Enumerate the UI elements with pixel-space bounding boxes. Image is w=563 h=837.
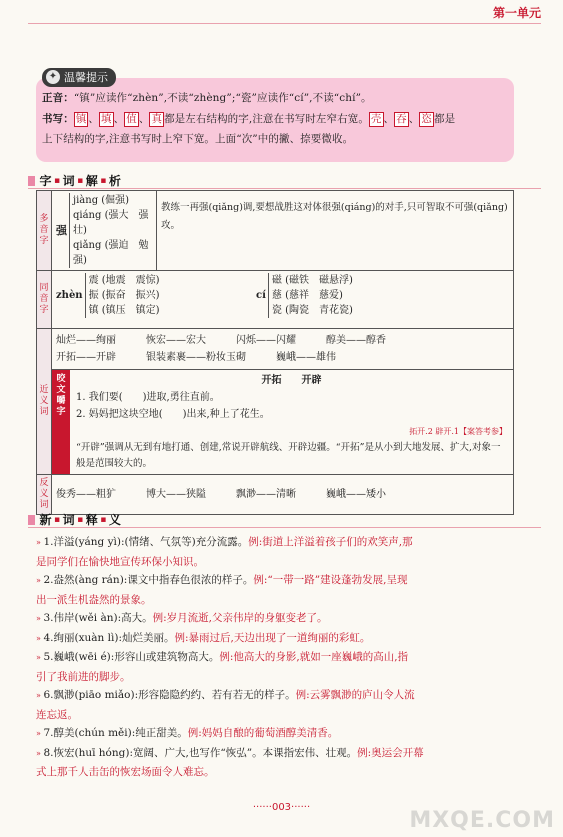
def-word: 盎然(àng rán) <box>53 574 124 586</box>
zhen-item: 振 (振奋 振兴) <box>88 290 160 301</box>
def-meaning: :形容山或建筑物高大。 <box>110 651 220 663</box>
arrow-icon: » <box>36 653 44 662</box>
zhengyin-line <box>42 90 372 107</box>
def-word: 绚丽(xuàn lì) <box>53 631 119 644</box>
def-number: 2. <box>43 574 54 586</box>
unit-title: 第一单元 <box>492 6 541 20</box>
section-bar-icon <box>28 515 35 525</box>
table-row <box>37 271 514 329</box>
shuxie-text2: 都是 <box>433 113 456 125</box>
ci-pinyin: cí <box>256 290 266 301</box>
qiang-char: 强 <box>56 224 67 237</box>
pair-title: 开拓 开辟 <box>261 375 322 386</box>
synonym-line: 灿烂——绚丽 恢宏——宏大 闪烁——闪耀 醇美——醇香 <box>56 335 386 346</box>
zhen-item: 震 (地震 震惊) <box>88 275 160 286</box>
def-word: 醇美(chún měi) <box>53 727 132 739</box>
definition-list <box>36 533 514 782</box>
tips-box <box>36 71 514 162</box>
qiang-item: qiǎng (强迫 勉强) <box>73 240 149 266</box>
section-rule <box>28 188 541 189</box>
qiang-cell <box>52 191 157 271</box>
def-number: 1. <box>43 536 54 548</box>
ci-item: 慈 (慈祥 慈爱) <box>271 290 343 301</box>
word-analysis-table <box>36 190 514 515</box>
synonym-line: 开拓——开辟 银装素裹——粉妆玉砌 巍峨——雄伟 <box>56 352 336 363</box>
shuxie-line: 书写： 镇 、 填 、 值 、 真 都是左右结构的字,注意在书写时左窄右宽。 壳 、 吞 、 恣 都是 <box>42 113 456 125</box>
arrow-icon: » <box>36 691 44 700</box>
arrow-icon: » <box>36 614 44 623</box>
definition-item <box>36 533 514 553</box>
box-char: 值 <box>126 113 137 125</box>
definition-item <box>36 609 514 629</box>
def-number: 4. <box>43 631 54 644</box>
definition-item <box>36 686 514 706</box>
fill-item: 2. 妈妈把这块空地( )出来,种上了花生。 <box>76 409 270 420</box>
section-title-analysis: 字 ▪ 词 ▪ 解 ▪ 析 <box>28 172 122 189</box>
row-label-synonym: 近义词 <box>37 329 52 475</box>
def-example-cont: 是同学们在愉快地宣传环保小知识。 <box>36 555 204 568</box>
zhengyin-label: 正音： <box>42 92 74 104</box>
table-row <box>37 329 514 475</box>
def-number: 5. <box>43 651 54 663</box>
def-example-cont: 式上那千人击缶的恢宏场面令人难忘。 <box>36 766 215 778</box>
def-word: 洋溢(yáng yì) <box>53 536 121 548</box>
def-number: 3. <box>43 612 54 624</box>
def-example: 例:岁月流逝,父亲伟岸的身躯变老了。 <box>152 612 328 624</box>
arrow-icon: » <box>36 538 44 547</box>
box-char: 填 <box>101 113 112 125</box>
tips-header <box>42 68 116 87</box>
def-word: 伟岸(wěi àn) <box>53 612 118 624</box>
arrow-icon: » <box>36 729 44 738</box>
table-row <box>37 475 514 515</box>
ci-item: 磁 (磁铁 磁悬浮) <box>271 275 353 286</box>
section-title-definitions: 新 ▪ 词 ▪ 释 ▪ 义 <box>28 511 122 528</box>
definition-item <box>36 744 514 764</box>
qiang-item: qiáng (强大 强壮) <box>73 210 149 236</box>
def-word: 恢宏(huī hóng) <box>53 746 130 759</box>
zhen-pinyin: zhèn <box>56 290 83 301</box>
def-example: 例:他高大的身影,就如一座巍峨的高山,指 <box>219 651 409 663</box>
def-example-cont: 引了我前进的脚步。 <box>36 670 131 683</box>
def-meaning: :宽阔、广大,也写作“恢弘”。本课指宏伟、壮观。 <box>129 746 358 759</box>
definition-item <box>36 571 514 591</box>
shuxie-text1: 都是左右结构的字,注意在书写时左窄右宽。 <box>164 113 369 125</box>
def-word: 飘渺(piāo miǎo) <box>53 689 135 701</box>
def-example: 例:妈妈自酿的葡萄酒醇美清香。 <box>187 727 339 739</box>
tips-title: 温馨提示 <box>64 71 108 84</box>
box-char: 吞 <box>396 113 407 125</box>
answer-key: 拓开.2 辟开.1【案答考参】 <box>409 427 507 436</box>
qiang-example: 教练一再强(qiǎng)调,要想战胜这对体很强(qiáng)的对手,只可智取不可强(qiǎng)攻。 <box>157 191 514 271</box>
shuxie-line2: 上下结构的字,注意书写时上窄下宽。上面“次”中的撇、捺要微收。 <box>42 133 354 145</box>
def-meaning: :高大。 <box>117 612 153 624</box>
watermark: MXQE.COM <box>409 808 555 833</box>
fill-item: 1. 我们要( )进取,勇往直前。 <box>76 392 220 403</box>
antonym-line: 俊秀——粗犷 博大——狭隘 飘渺——清晰 巍峨——矮小 <box>52 475 514 515</box>
arrow-icon: » <box>36 633 44 643</box>
explanation: “开辟”强调从无到有地打通、创建,常说开辟航线、开辟边疆。“开拓”是从小到大地发展、扩大,对象一般是范围较大的。 <box>76 442 501 469</box>
definition-item <box>36 724 514 744</box>
row-label-polyphone: 多音字 <box>37 191 52 271</box>
ci-item: 瓷 (陶瓷 青花瓷) <box>271 305 353 316</box>
def-meaning: :灿烂美丽。 <box>118 631 175 644</box>
homophone-cell <box>52 271 514 329</box>
row-label-homophone: 同音字 <box>37 271 52 329</box>
shuxie-label: 书写： <box>42 113 74 125</box>
def-example: 例:奥运会开幕 <box>357 746 424 759</box>
box-char: 恣 <box>421 113 432 125</box>
definition-item <box>36 629 514 649</box>
box-char: 镇 <box>75 113 87 125</box>
zhen-item: 镇 (镇压 镇定) <box>88 305 160 316</box>
table-row <box>37 191 514 271</box>
def-example: 例:“一带一路”建设蓬勃发展,呈现 <box>253 574 408 586</box>
page-number: ······003······ <box>252 802 311 813</box>
arrow-icon: » <box>36 748 44 758</box>
def-meaning: :课文中指春色很浓的样子。 <box>123 574 254 586</box>
lightbulb-icon: ✦ <box>46 70 60 84</box>
box-char: 壳 <box>370 113 382 125</box>
def-word: 巍峨(wēi é) <box>53 651 111 663</box>
box-char: 真 <box>151 113 163 125</box>
qiang-item: jiàng (倔强) <box>73 195 130 206</box>
arrow-icon: » <box>36 576 44 585</box>
zhengyin-text: “镇”应读作“zhèn”,不读“zhèng”;“瓷”应读作“cí”,不读“chí”。 <box>73 92 372 104</box>
def-example: 例:云雾飘渺的庐山令人流 <box>295 689 415 701</box>
def-number: 8. <box>43 746 54 759</box>
synonym-cell <box>52 329 514 475</box>
section-rule <box>28 527 541 528</box>
def-meaning: :形容隐隐约约、若有若无的样子。 <box>134 689 296 701</box>
def-number: 7. <box>43 727 54 739</box>
def-meaning: :纯正甜美。 <box>131 727 188 739</box>
header-rule <box>28 23 541 24</box>
def-example-cont: 连忘返。 <box>36 708 78 721</box>
sub-label-yaowen: 咬文嚼字 <box>52 370 70 474</box>
def-example-cont: 出一派生机盎然的景象。 <box>36 593 152 606</box>
def-example: 例:暴雨过后,天边出现了一道绚丽的彩虹。 <box>174 631 371 644</box>
definition-item <box>36 648 514 668</box>
row-label-antonym: 反义词 <box>37 475 52 515</box>
def-example: 例:街道上洋溢着孩子们的欢笑声,那 <box>248 536 413 548</box>
section-bar-icon <box>28 176 35 186</box>
def-meaning: :(情绪、气氛等)充分流露。 <box>120 536 249 548</box>
def-number: 6. <box>43 689 54 701</box>
